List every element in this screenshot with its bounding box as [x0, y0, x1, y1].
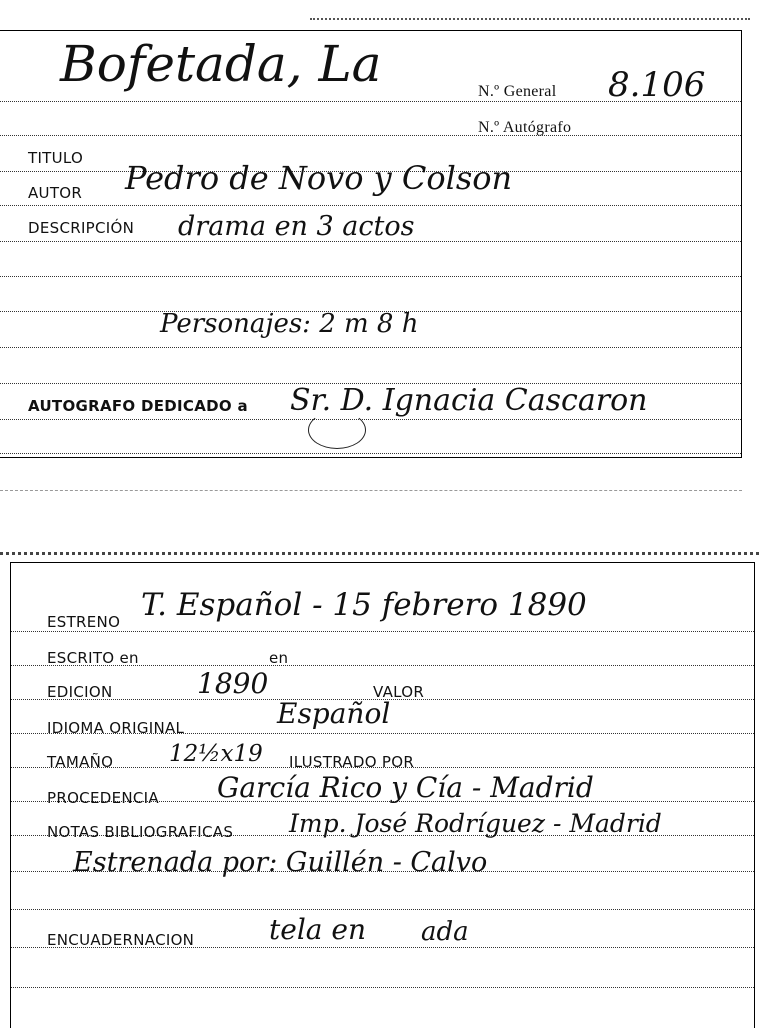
ruled-line — [11, 631, 754, 632]
catalog-card-top — [0, 30, 742, 458]
valor-label: VALOR — [373, 683, 425, 701]
estreno-label: ESTRENO — [47, 613, 121, 631]
autografo-number-label: N.º Autógrafo — [478, 119, 572, 136]
idioma-label: IDIOMA ORIGINAL — [47, 719, 185, 737]
ruled-line — [0, 276, 741, 277]
titulo-label: TITULO — [28, 149, 84, 167]
descripcion-value: drama en 3 actos — [178, 211, 415, 242]
edicion-label: EDICION — [47, 683, 113, 701]
idioma-value: Español — [277, 697, 391, 730]
encuadernacion-value: tela en — [269, 913, 366, 946]
ilustrado-label: ILUSTRADO POR — [289, 753, 415, 771]
autor-value: Pedro de Novo y Colson — [125, 159, 513, 197]
scan-noise-top — [310, 18, 750, 20]
notas-label: NOTAS BIBLIOGRAFICAS — [47, 823, 234, 841]
descripcion-label: DESCRIPCIÓN — [28, 219, 135, 237]
ruled-line — [0, 135, 741, 136]
ruled-line — [0, 419, 741, 420]
ruled-line — [0, 453, 741, 454]
ruled-line — [11, 909, 754, 910]
procedencia-value: García Rico y Cía - Madrid — [217, 771, 594, 804]
encuadernacion-label: ENCUADERNACION — [47, 931, 195, 949]
autor-label: AUTOR — [28, 184, 83, 202]
ink-stamp-mark — [308, 411, 366, 449]
catalog-card-bottom — [10, 562, 755, 1028]
autografo-dedicado-value: Sr. D. Ignacia Cascaron — [290, 383, 648, 418]
encuadernacion-value-end: ada — [421, 917, 469, 947]
estreno-value: T. Español - 15 febrero 1890 — [141, 587, 587, 623]
scan-noise-fold — [0, 490, 742, 491]
procedencia-label: PROCEDENCIA — [47, 789, 159, 807]
scan-noise-band — [0, 552, 759, 555]
autografo-dedicado-label: AUTOGRAFO DEDICADO a — [28, 397, 248, 415]
notas-value: Imp. José Rodríguez - Madrid — [289, 809, 662, 838]
general-number-label: N.º General — [478, 83, 557, 100]
notas-value-continued: Estrenada por: Guillén - Calvo — [73, 847, 488, 878]
tamano-label: TAMAÑO — [47, 753, 114, 771]
ruled-line — [11, 987, 754, 988]
escrito-label: ESCRITO en — [47, 649, 139, 667]
title-handwritten: Bofetada, La — [60, 35, 382, 93]
general-number-value: 8.106 — [608, 65, 706, 105]
ruled-line — [0, 205, 741, 206]
escrito-en-label: en — [269, 649, 289, 667]
tamano-value: 12½x19 — [169, 741, 263, 767]
edicion-value: 1890 — [197, 667, 269, 700]
personajes-value: Personajes: 2 m 8 h — [160, 309, 419, 339]
ruled-line — [0, 347, 741, 348]
